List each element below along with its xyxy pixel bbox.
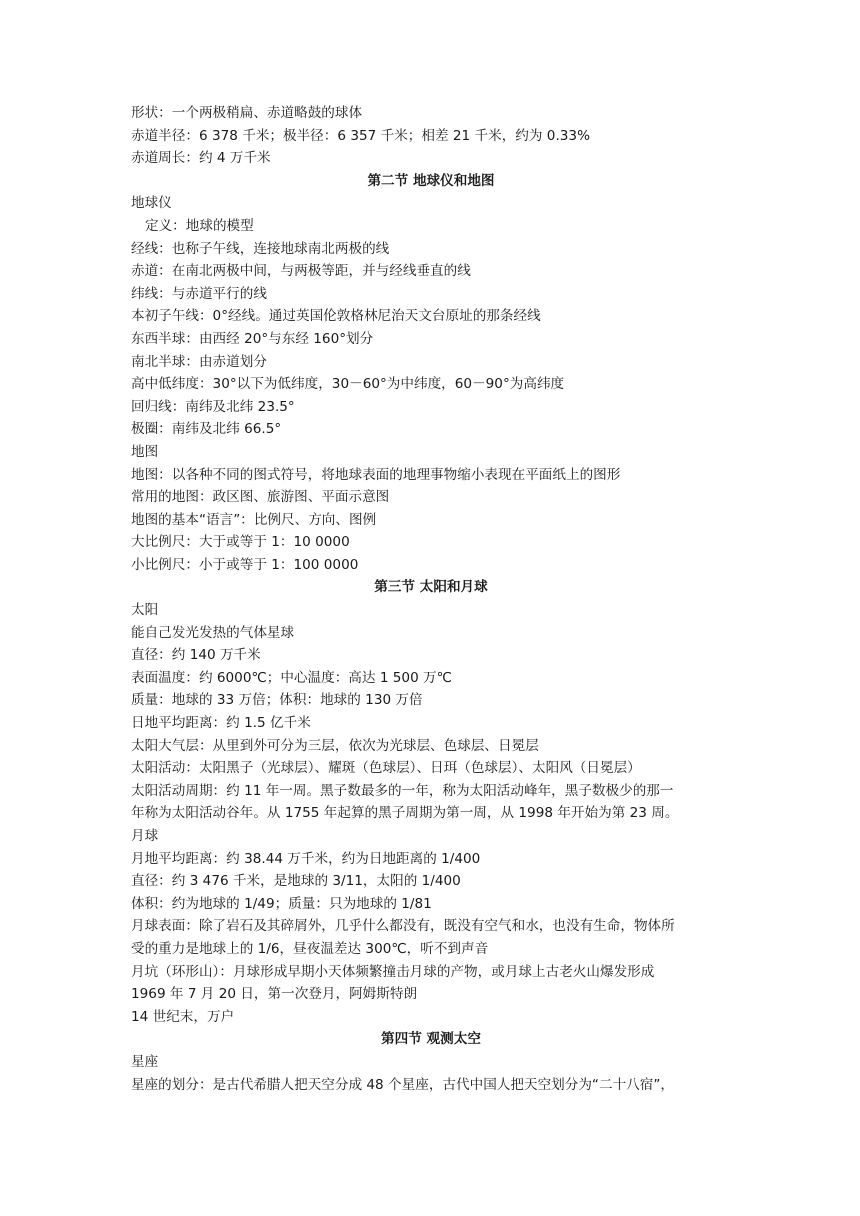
text-line: 地图: [131, 443, 159, 460]
text-line: 星座的划分：是古代希腊人把天空分成 48 个星座，古代中国人把天空划分为“二十八宿”，: [131, 1076, 674, 1093]
text-line: 本初子午线：0°经线。通过英国伦敦格林尼治天文台原址的那条经线: [131, 308, 541, 325]
text-line: 高中低纬度：30°以下为低纬度，30－60°为中纬度，60－90°为高纬度: [131, 376, 565, 393]
text-line: 常用的地图：政区图、旅游图、平面示意图: [131, 489, 390, 506]
text-line: 月地平均距离：约 38.44 万千米，约为日地距离的 1/400: [131, 850, 481, 867]
text-line: 极圈：南纬及北纬 66.5°: [131, 421, 282, 438]
text-line: 直径：约 3 476 千米，是地球的 3/11，太阳的 1/400: [131, 873, 461, 890]
text-line: 形状：一个两极稍扁、赤道略鼓的球体: [131, 105, 363, 121]
text-line: 太阳大气层：从里到外可分为三层，依次为光球层、色球层、日冕层: [131, 737, 539, 754]
text-line: 星座: [131, 1053, 159, 1070]
text-line: 赤道半径：6 378 千米；极半径：6 357 千米；相差 21 千米，约为 0.33%: [131, 127, 590, 144]
text-line: 赤道：在南北两极中间，与两极等距，并与经线垂直的线: [131, 263, 471, 280]
section-heading: 第四节 观测太空: [381, 1031, 481, 1048]
text-line: 受的重力是地球上的 1/6，昼夜温差达 300℃，听不到声音: [131, 940, 489, 957]
text-line: 小比例尺：小于或等于 1：100 0000: [131, 556, 359, 573]
text-line: 年称为太阳活动谷年。从 1755 年起算的黑子周期为第一周，从 1998 年开始为第 23 周。: [131, 805, 679, 822]
text-line: 体积：约为地球的 1/49；质量：只为地球的 1/81: [131, 895, 432, 912]
text-line: 地图：以各种不同的图式符号，将地球表面的地理事物缩小表现在平面纸上的图形: [131, 466, 621, 483]
text-line: 能自己发光发热的气体星球: [131, 624, 295, 641]
text-line: 月球表面：除了岩石及其碎屑外，几乎什么都没有，既没有空气和水，也没有生命，物体所: [131, 918, 675, 935]
text-line: 14 世纪末，万户: [131, 1008, 235, 1025]
text-line: 太阳: [131, 602, 159, 619]
text-line: 直径：约 140 万千米: [131, 647, 261, 664]
text-line: 地球仪: [131, 195, 172, 212]
text-line: 定义：地球的模型: [145, 217, 254, 234]
text-line: 纬线：与赤道平行的线: [131, 285, 267, 302]
text-line: 月坑（环形山）：月球形成早期小天体频繁撞击月球的产物，或月球上古老火山爆发形成: [131, 963, 655, 980]
text-line: 经线：也称子午线，连接地球南北两极的线: [131, 240, 390, 257]
text-line: 回归线：南纬及北纬 23.5°: [131, 398, 295, 415]
document-page: [131, 102, 731, 1096]
text-line: 地图的基本“语言”：比例尺、方向、图例: [131, 511, 377, 528]
text-line: 表面温度：约 6000℃；中心温度：高达 1 500 万℃: [131, 669, 452, 686]
text-line: 东西半球：由西经 20°与东经 160°划分: [131, 330, 374, 347]
section-heading: 第三节 太阳和月球: [374, 579, 488, 596]
text-line: 南北半球：由赤道划分: [131, 353, 267, 370]
text-line: 大比例尺：大于或等于 1：10 0000: [131, 534, 350, 551]
text-line: 日地平均距离：约 1.5 亿千米: [131, 715, 311, 732]
text-line: 月球: [131, 828, 159, 844]
section-heading: 第二节 地球仪和地图: [367, 172, 495, 189]
text-line: 赤道周长：约 4 万千米: [131, 150, 271, 167]
text-line: 质量：地球的 33 万倍；体积：地球的 130 万倍: [131, 692, 423, 709]
text-line: 太阳活动：太阳黑子（光球层）、耀斑（色球层）、日珥（色球层）、太阳风（日冕层）: [131, 760, 641, 777]
text-line: 太阳活动周期：约 11 年一周。黑子数最多的一年，称为太阳活动峰年，黑子数极少的那一: [131, 782, 674, 799]
text-line: 1969 年 7 月 20 日，第一次登月，阿姆斯特朗: [131, 986, 418, 1003]
